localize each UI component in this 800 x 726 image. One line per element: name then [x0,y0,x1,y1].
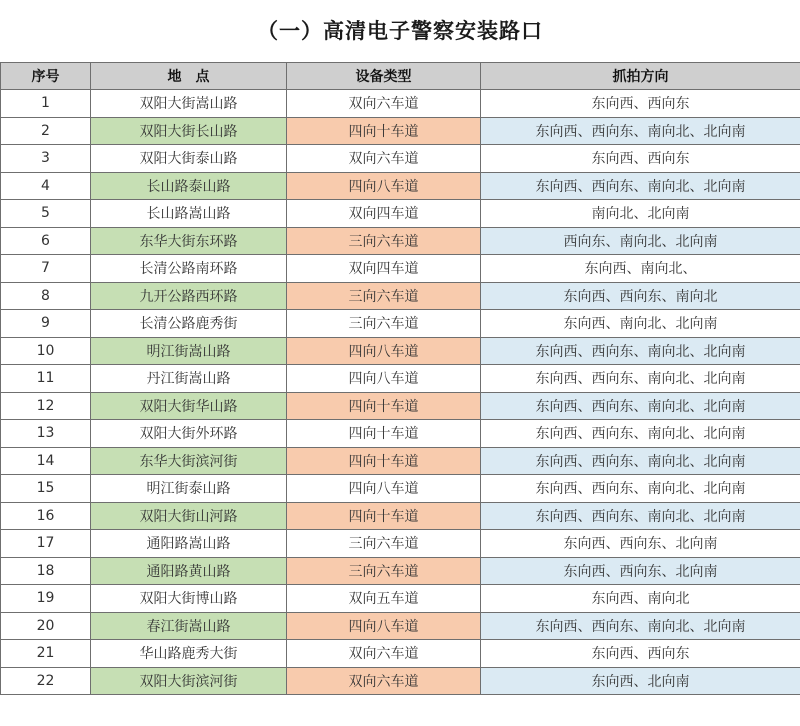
capture-direction-cell: 东向西、西向东、南向北 [481,282,800,310]
equipment-type-cell: 双向四车道 [287,255,481,283]
table-row [1,337,800,365]
row-number-cell: 7 [1,255,91,283]
equipment-type-cell: 四向十车道 [287,447,481,475]
equipment-type-cell: 四向十车道 [287,117,481,145]
capture-direction-cell: 东向西、西向东、南向北、北向南 [481,447,800,475]
equipment-type-cell: 三向六车道 [287,557,481,585]
capture-direction-cell: 东向西、北向南 [481,667,800,695]
location-cell: 长清公路南环路 [91,255,287,283]
location-cell: 双阳大街长山路 [91,117,287,145]
location-cell: 九开公路西环路 [91,282,287,310]
equipment-type-cell: 三向六车道 [287,227,481,255]
table-header-row [1,63,800,90]
intersection-table [0,62,800,695]
location-cell: 丹江街嵩山路 [91,365,287,393]
row-number-cell: 13 [1,420,91,448]
row-number-cell: 16 [1,502,91,530]
capture-direction-cell: 南向北、北向南 [481,200,800,228]
location-cell: 双阳大街华山路 [91,392,287,420]
capture-direction-cell: 东向西、西向东、南向北、北向南 [481,475,800,503]
capture-direction-cell: 东向西、西向东 [481,640,800,668]
row-number-cell: 8 [1,282,91,310]
location-cell: 华山路鹿秀大街 [91,640,287,668]
equipment-type-cell: 四向八车道 [287,365,481,393]
location-cell: 长山路泰山路 [91,172,287,200]
table-row [1,282,800,310]
capture-direction-cell: 东向西、西向东、北向南 [481,557,800,585]
capture-direction-cell: 东向西、西向东、北向南 [481,530,800,558]
table-row [1,502,800,530]
row-number-cell: 1 [1,90,91,118]
location-cell: 通阳路黄山路 [91,557,287,585]
capture-direction-cell: 东向西、南向北、 [481,255,800,283]
location-cell: 东华大街东环路 [91,227,287,255]
header-location: 地 点 [91,63,287,90]
capture-direction-cell: 东向西、西向东、南向北、北向南 [481,365,800,393]
table-row [1,447,800,475]
table-row [1,227,800,255]
table-row [1,200,800,228]
capture-direction-cell: 东向西、西向东、南向北、北向南 [481,337,800,365]
table-row [1,392,800,420]
table-row [1,640,800,668]
equipment-type-cell: 四向十车道 [287,420,481,448]
equipment-type-cell: 双向六车道 [287,640,481,668]
row-number-cell: 9 [1,310,91,338]
capture-direction-cell: 东向西、西向东、南向北、北向南 [481,392,800,420]
table-row [1,420,800,448]
equipment-type-cell: 四向十车道 [287,392,481,420]
equipment-type-cell: 四向八车道 [287,475,481,503]
row-number-cell: 4 [1,172,91,200]
table-row [1,145,800,173]
capture-direction-cell: 东向西、西向东、南向北、北向南 [481,612,800,640]
row-number-cell: 18 [1,557,91,585]
location-cell: 明江街嵩山路 [91,337,287,365]
row-number-cell: 21 [1,640,91,668]
location-cell: 东华大街滨河街 [91,447,287,475]
capture-direction-cell: 东向西、南向北 [481,585,800,613]
table-row [1,557,800,585]
table-row [1,475,800,503]
row-number-cell: 2 [1,117,91,145]
header-no: 序号 [1,63,91,90]
equipment-type-cell: 三向六车道 [287,310,481,338]
equipment-type-cell: 三向六车道 [287,530,481,558]
row-number-cell: 14 [1,447,91,475]
location-cell: 长山路嵩山路 [91,200,287,228]
equipment-type-cell: 双向四车道 [287,200,481,228]
location-cell: 通阳路嵩山路 [91,530,287,558]
table-row [1,90,800,118]
table-row [1,612,800,640]
location-cell: 双阳大街嵩山路 [91,90,287,118]
table-row [1,365,800,393]
capture-direction-cell: 东向西、西向东、南向北、北向南 [481,172,800,200]
location-cell: 长清公路鹿秀街 [91,310,287,338]
table-body [1,90,800,695]
table-row [1,172,800,200]
row-number-cell: 11 [1,365,91,393]
location-cell: 春江街嵩山路 [91,612,287,640]
header-direction: 抓拍方向 [481,63,800,90]
equipment-type-cell: 四向十车道 [287,502,481,530]
row-number-cell: 20 [1,612,91,640]
equipment-type-cell: 双向六车道 [287,145,481,173]
capture-direction-cell: 东向西、西向东、南向北、北向南 [481,117,800,145]
row-number-cell: 10 [1,337,91,365]
row-number-cell: 12 [1,392,91,420]
equipment-type-cell: 双向五车道 [287,585,481,613]
capture-direction-cell: 东向西、西向东 [481,90,800,118]
equipment-type-cell: 双向六车道 [287,90,481,118]
equipment-type-cell: 三向六车道 [287,282,481,310]
row-number-cell: 22 [1,667,91,695]
row-number-cell: 15 [1,475,91,503]
page-title: （一）高清电子警察安装路口 [257,19,543,43]
table-row [1,585,800,613]
capture-direction-cell: 东向西、西向东 [481,145,800,173]
capture-direction-cell: 东向西、西向东、南向北、北向南 [481,502,800,530]
location-cell: 双阳大街滨河街 [91,667,287,695]
table-row [1,310,800,338]
equipment-type-cell: 四向八车道 [287,172,481,200]
equipment-type-cell: 四向八车道 [287,612,481,640]
location-cell: 明江街泰山路 [91,475,287,503]
row-number-cell: 5 [1,200,91,228]
equipment-type-cell: 四向八车道 [287,337,481,365]
equipment-type-cell: 双向六车道 [287,667,481,695]
row-number-cell: 6 [1,227,91,255]
table-row [1,530,800,558]
row-number-cell: 3 [1,145,91,173]
header-type: 设备类型 [287,63,481,90]
table-row [1,667,800,695]
row-number-cell: 17 [1,530,91,558]
location-cell: 双阳大街外环路 [91,420,287,448]
location-cell: 双阳大街泰山路 [91,145,287,173]
location-cell: 双阳大街山河路 [91,502,287,530]
capture-direction-cell: 西向东、南向北、北向南 [481,227,800,255]
table-row [1,117,800,145]
capture-direction-cell: 东向西、西向东、南向北、北向南 [481,420,800,448]
row-number-cell: 19 [1,585,91,613]
location-cell: 双阳大街博山路 [91,585,287,613]
capture-direction-cell: 东向西、南向北、北向南 [481,310,800,338]
table-row [1,255,800,283]
